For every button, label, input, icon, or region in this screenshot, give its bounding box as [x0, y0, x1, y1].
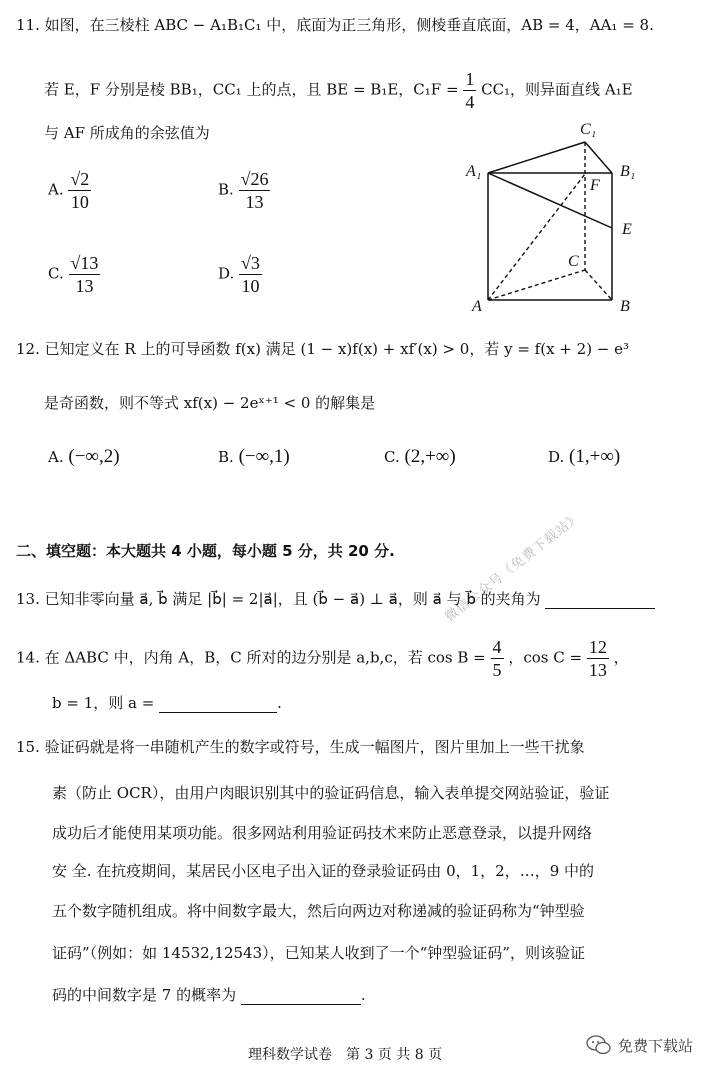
q11-fraction: [463, 68, 476, 113]
label-b: B: [620, 298, 630, 315]
option-label: B.: [218, 180, 234, 199]
q14-line1: [16, 636, 629, 681]
segment-af: [488, 174, 585, 300]
q15-line2: 素（防止 OCR），由用户肉眼识别其中的验证码信息，输入表单提交网站验证，验证: [52, 784, 610, 802]
option-den: 10: [241, 276, 260, 296]
q12-option-c[interactable]: [384, 446, 456, 468]
brand-logo: [586, 1034, 693, 1056]
page-footer: 理科数学试卷 第 3 页 共 8 页: [248, 1047, 443, 1063]
label-c1: C₁: [580, 121, 597, 138]
option-den: 10: [70, 192, 89, 212]
q15-line1: 15. 验证码就是将一串随机产生的数字或符号，生成一幅图片，图片里加上一些干扰象: [16, 738, 585, 756]
q12-option-d[interactable]: [548, 446, 620, 468]
edge-ac: [488, 270, 585, 300]
q14-answer-blank[interactable]: [159, 694, 277, 713]
q14-line1c: ，: [613, 648, 629, 667]
q15-line5: 五个数字随机组成。将中间数字最大，然后向两边对称递减的验证码称为“钟型验: [52, 902, 585, 920]
q11-line1: 11. 如图，在三棱柱 ABC − A₁B₁C₁ 中，底面为正三角形，侧棱垂直底面，AB = 4，AA₁ = 8.: [16, 16, 654, 34]
cosC-num: 12: [588, 637, 607, 657]
label-b1: B₁: [620, 163, 636, 180]
q14-line2-text: b = 1，则 a =: [52, 694, 155, 712]
option-label: D.: [218, 264, 235, 283]
q15-line6: 证码”（例如：如 14532,12543），已知某人收到了一个“钟型验证码”，则该验证: [52, 944, 585, 962]
q14-line1b: ，cos C =: [508, 648, 583, 667]
option-text: (1,+∞): [569, 446, 621, 467]
cosC-den: 13: [588, 660, 607, 680]
option-den: 13: [75, 276, 94, 296]
q13-answer-blank[interactable]: [545, 590, 655, 609]
q11-line3: 与 AF 所成角的余弦值为: [44, 124, 210, 142]
q15-line7: 码的中间数字是 7 的概率为 .: [52, 986, 366, 1004]
q11-frac-den: 4: [465, 92, 475, 112]
q11-option-b[interactable]: [218, 168, 270, 213]
q13-line: [16, 588, 655, 609]
option-text: (2,+∞): [404, 446, 456, 467]
option-text: (−∞,2): [68, 446, 120, 467]
edge-a1c1: [488, 142, 585, 173]
label-e: E: [622, 221, 632, 238]
label-a: A: [472, 298, 482, 315]
option-label: D.: [548, 448, 565, 466]
q14-line2: b = 1，则 a = .: [52, 694, 282, 712]
q15-line4: 安 全. 在抗疫期间，某居民小区电子出入证的登录验证码由 0，1，2，…，9 中的: [52, 862, 595, 880]
edge-c1b1: [585, 142, 612, 173]
q12-option-a[interactable]: [48, 446, 120, 468]
label-c: C: [568, 253, 579, 270]
option-num: √3: [241, 253, 260, 273]
logo-text: 免费下载站: [618, 1036, 694, 1055]
q11-frac-num: 1: [465, 69, 475, 89]
cosB-den: 5: [492, 660, 502, 680]
option-label: A.: [48, 448, 64, 466]
watermark-text: 微信公众号《免费下载站》: [442, 509, 585, 625]
option-num: √13: [70, 253, 99, 273]
label-a1: A₁: [466, 163, 482, 180]
q11-option-a[interactable]: [48, 168, 91, 213]
option-num: √26: [240, 169, 269, 189]
q15-line3: 成功后才能使用某项功能。很多网站利用验证码技术来防止恶意登录，以提升网络: [52, 824, 593, 842]
option-text: (−∞,1): [238, 446, 290, 467]
option-label: C.: [48, 264, 64, 283]
option-label: B.: [218, 448, 234, 466]
prism-figure: [460, 118, 660, 318]
section2-title: 二、填空题：本大题共 4 小题，每小题 5 分，共 20 分.: [16, 542, 395, 560]
option-label: A.: [48, 180, 64, 199]
q12-line2: 是奇函数，则不等式 xf(x) − 2eˣ⁺¹ < 0 的解集是: [44, 394, 376, 412]
cosB-num: 4: [492, 637, 502, 657]
q15-line7-text: 码的中间数字是 7 的概率为: [52, 986, 237, 1004]
q13-text: 13. 已知非零向量 a⃗, b⃗ 满足 |b⃗| = 2|a⃗|，且 (b⃗ − a⃗) ⊥ a⃗，则 a⃗ 与 b⃗ 的夹角为: [16, 590, 541, 608]
q12-option-b[interactable]: [218, 446, 290, 468]
wechat-icon: [586, 1034, 612, 1056]
q14-line1a: 14. 在 ΔABC 中，内角 A，B，C 所对的边分别是 a,b,c，若 cos B =: [16, 648, 486, 667]
edge-cb: [585, 270, 612, 300]
q11-option-c[interactable]: [48, 252, 100, 297]
q15-answer-blank[interactable]: [241, 986, 361, 1005]
q11-line2a: 若 E，F 分别是棱 BB₁，CC₁ 上的点，且 BE = B₁E，C₁F =: [44, 80, 459, 99]
q11-line2: [44, 68, 633, 113]
option-den: 13: [245, 192, 264, 212]
option-label: C.: [384, 448, 400, 466]
option-num: √2: [70, 169, 90, 189]
q11-line2b: CC₁，则异面直线 A₁E: [481, 80, 633, 99]
q11-option-d[interactable]: [218, 252, 262, 297]
label-f: F: [590, 177, 600, 194]
q12-line1: 12. 已知定义在 R 上的可导函数 f(x) 满足 (1 − x)f(x) + xf′(x) > 0，若 y = f(x + 2) − e³: [16, 340, 630, 358]
